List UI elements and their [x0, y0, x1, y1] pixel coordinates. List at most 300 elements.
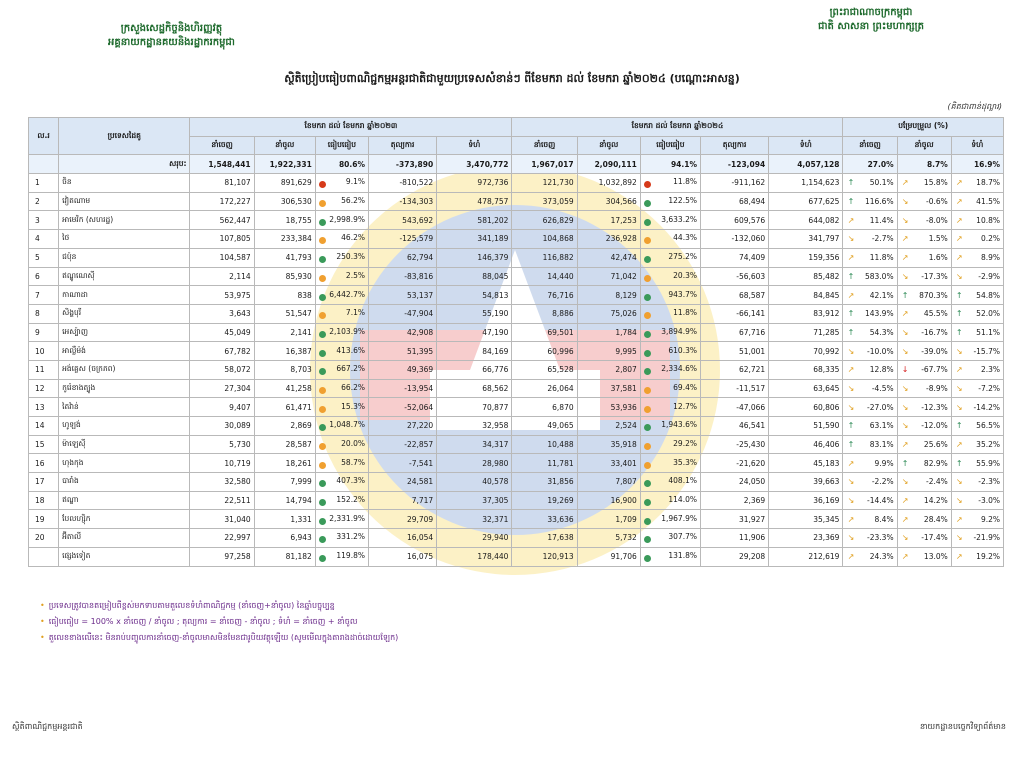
ratio-2023-header: ធៀបធៀប — [315, 136, 368, 155]
data-cell — [897, 174, 951, 193]
status-dot-icon — [319, 350, 326, 357]
arrow-up-icon: ↑ — [955, 327, 963, 337]
cell-value: 307.7% — [668, 532, 697, 542]
data-cell — [640, 417, 700, 436]
table-row — [29, 510, 1004, 529]
status-dot-icon — [644, 312, 651, 319]
data-cell: 81,107 — [190, 174, 254, 193]
row-number: 7 — [29, 286, 59, 305]
data-cell: 32,580 — [190, 473, 254, 492]
row-number: 2 — [29, 192, 59, 211]
arrow-down-right-icon: ↘ — [901, 477, 909, 487]
data-cell: 120,913 — [512, 547, 577, 566]
unit-note: (គិតជាពាន់ដុល្លារ) — [947, 102, 1002, 111]
data-cell — [843, 342, 897, 361]
cell-value: -27.0% — [867, 402, 894, 412]
cell-value: 1.5% — [928, 234, 948, 244]
country-name: ថៃ — [59, 230, 190, 249]
data-cell: 37,305 — [437, 491, 512, 510]
data-cell: -22,857 — [368, 435, 436, 454]
data-cell — [897, 267, 951, 286]
data-cell: 8,129 — [577, 286, 640, 305]
row-number: 11 — [29, 360, 59, 379]
status-dot-icon — [644, 406, 651, 413]
period-2024-header: ខែមករា ដល់ ខែមករា ឆ្នាំ២០២៤ — [512, 118, 843, 137]
bullet-icon: • — [40, 601, 45, 610]
arrow-down-right-icon: ↘ — [955, 383, 963, 393]
data-cell — [897, 379, 951, 398]
data-cell — [951, 360, 1003, 379]
arrow-up-right-icon: ↗ — [847, 365, 855, 375]
cell-value: 331.2% — [336, 532, 365, 542]
table-row — [29, 529, 1004, 548]
total-cell: -373,890 — [368, 155, 436, 174]
cell-value: 20.3% — [673, 270, 697, 280]
cell-value: 119.8% — [336, 551, 365, 561]
data-cell — [843, 248, 897, 267]
data-cell: 53,936 — [577, 398, 640, 417]
data-cell: 49,369 — [368, 360, 436, 379]
data-cell — [951, 304, 1003, 323]
arrow-up-icon: ↑ — [955, 458, 963, 468]
status-dot-icon — [319, 368, 326, 375]
cell-value: -17.4% — [921, 533, 948, 543]
data-cell — [640, 398, 700, 417]
cell-value: 11.8% — [869, 253, 894, 263]
notes — [40, 598, 398, 646]
cell-value: 9.2% — [980, 514, 1000, 524]
data-cell — [640, 174, 700, 193]
volume-2023-header: ទំហំ — [437, 136, 512, 155]
data-cell — [951, 379, 1003, 398]
status-dot-icon — [644, 424, 651, 431]
cell-value: 41.5% — [976, 197, 1000, 207]
total-cell: 1,548,441 — [190, 155, 254, 174]
cell-value: 25.6% — [923, 440, 948, 450]
footer-left: ស្ថិតិពាណិជ្ជកម្មអន្តរជាតិ — [12, 722, 83, 731]
data-cell — [843, 230, 897, 249]
data-cell: 46,406 — [769, 435, 843, 454]
arrow-up-right-icon: ↗ — [847, 253, 855, 263]
total-label: សរុប: — [59, 155, 190, 174]
data-cell: 14,440 — [512, 267, 577, 286]
cell-value: 28.4% — [923, 514, 948, 524]
data-cell: 7,999 — [254, 473, 315, 492]
table-row — [29, 230, 1004, 249]
data-cell: 97,258 — [190, 547, 254, 566]
data-cell — [315, 473, 368, 492]
cell-value: 143.9% — [864, 309, 894, 319]
cell-value: 54.3% — [869, 327, 894, 337]
total-cell: 4,057,128 — [769, 155, 843, 174]
arrow-down-right-icon: ↘ — [847, 533, 855, 543]
row-number: 4 — [29, 230, 59, 249]
data-cell: 7,717 — [368, 491, 436, 510]
cell-value: 870.3% — [919, 290, 948, 300]
country-name: បែលហ្ស៊ិក — [59, 510, 190, 529]
data-cell: 67,782 — [190, 342, 254, 361]
data-cell: 45,183 — [769, 454, 843, 473]
data-cell: 107,805 — [190, 230, 254, 249]
data-cell: 3,643 — [190, 304, 254, 323]
data-cell: 47,190 — [437, 323, 512, 342]
table-row — [29, 398, 1004, 417]
arrow-up-right-icon: ↗ — [901, 552, 909, 562]
cell-value: -0.6% — [925, 197, 948, 207]
data-cell: 5,732 — [577, 529, 640, 548]
status-dot-icon — [319, 200, 326, 207]
data-cell: 40,578 — [437, 473, 512, 492]
data-cell: 11,906 — [700, 529, 768, 548]
status-dot-icon — [644, 256, 651, 263]
change-header: បម្រែបម្រួល (%) — [843, 118, 1004, 137]
data-cell — [951, 473, 1003, 492]
arrow-down-right-icon: ↘ — [901, 346, 909, 356]
cell-value: -2.7% — [871, 234, 894, 244]
bullet-icon: • — [40, 617, 45, 626]
trade-table — [28, 117, 1004, 567]
data-cell: -66,141 — [700, 304, 768, 323]
data-cell — [315, 211, 368, 230]
data-cell: 233,384 — [254, 230, 315, 249]
empty-cell — [29, 547, 59, 566]
kingdom-header — [818, 6, 924, 34]
cell-value: 52.0% — [976, 309, 1000, 319]
data-cell: 35,918 — [577, 435, 640, 454]
cell-value: 114.0% — [668, 495, 697, 505]
data-cell — [640, 304, 700, 323]
row-number: 3 — [29, 211, 59, 230]
data-cell: 10,719 — [190, 454, 254, 473]
status-dot-icon — [644, 518, 651, 525]
data-cell: 32,371 — [437, 510, 512, 529]
cell-value: 583.0% — [864, 271, 894, 281]
country-name: កាណាដា — [59, 286, 190, 305]
total-cell: 8.7% — [897, 155, 951, 174]
status-dot-icon — [644, 443, 651, 450]
data-cell: 45,049 — [190, 323, 254, 342]
cell-value: 8.4% — [874, 514, 894, 524]
data-cell — [843, 510, 897, 529]
data-cell: 29,940 — [437, 529, 512, 548]
arrow-up-right-icon: ↗ — [901, 514, 909, 524]
volume-2024-header: ទំហំ — [769, 136, 843, 155]
data-cell: 972,736 — [437, 174, 512, 193]
data-cell — [640, 267, 700, 286]
row-number: 19 — [29, 510, 59, 529]
data-cell: 26,064 — [512, 379, 577, 398]
data-cell: 10,488 — [512, 435, 577, 454]
cell-value: 12.8% — [869, 365, 894, 375]
country-name: ជប៉ុន — [59, 248, 190, 267]
country-name: អង់គ្លេស (ចក្រភព) — [59, 360, 190, 379]
data-cell — [640, 211, 700, 230]
arrow-up-right-icon: ↗ — [901, 253, 909, 263]
data-cell — [640, 192, 700, 211]
cell-value: 1,967.9% — [661, 513, 697, 523]
status-dot-icon — [644, 294, 651, 301]
cell-value: 11.8% — [673, 177, 697, 187]
data-cell — [843, 454, 897, 473]
data-cell: 18,755 — [254, 211, 315, 230]
data-cell — [640, 491, 700, 510]
data-cell — [897, 248, 951, 267]
data-cell — [640, 342, 700, 361]
cell-value: 83.1% — [869, 440, 894, 450]
data-cell: 2,369 — [700, 491, 768, 510]
data-cell — [897, 323, 951, 342]
cell-value: 407.3% — [336, 476, 365, 486]
row-number: 9 — [29, 323, 59, 342]
cell-value: 667.2% — [336, 364, 365, 374]
country-name: វៀតណាម — [59, 192, 190, 211]
arrow-up-right-icon: ↗ — [847, 215, 855, 225]
status-dot-icon — [319, 256, 326, 263]
status-dot-icon — [319, 181, 326, 188]
data-cell — [640, 379, 700, 398]
data-cell — [843, 529, 897, 548]
data-cell — [843, 192, 897, 211]
total-cell: 1,967,017 — [512, 155, 577, 174]
row-number: 20 — [29, 529, 59, 548]
kingdom-name: ព្រះរាជាណាចក្រកម្ពុជា — [829, 7, 913, 18]
data-cell — [843, 379, 897, 398]
cell-value: -12.0% — [921, 421, 948, 431]
country-name: ឥណ្ឌា — [59, 491, 190, 510]
data-cell — [897, 529, 951, 548]
table-row — [29, 286, 1004, 305]
data-cell: 91,706 — [577, 547, 640, 566]
data-cell — [951, 547, 1003, 566]
data-cell — [843, 547, 897, 566]
data-cell: -13,954 — [368, 379, 436, 398]
data-cell — [843, 286, 897, 305]
data-cell — [951, 230, 1003, 249]
data-cell: 22,511 — [190, 491, 254, 510]
data-cell — [843, 211, 897, 230]
other-row — [29, 547, 1004, 566]
department-name: អគ្គនាយកដ្ឋានគយនិងរដ្ឋាករកម្ពុជា — [108, 37, 235, 48]
data-cell: 121,730 — [512, 174, 577, 193]
data-cell — [897, 360, 951, 379]
data-cell: 18,261 — [254, 454, 315, 473]
row-number: 10 — [29, 342, 59, 361]
data-cell: -21,620 — [700, 454, 768, 473]
cell-value: -2.4% — [925, 477, 948, 487]
row-number: 16 — [29, 454, 59, 473]
row-number: 5 — [29, 248, 59, 267]
data-cell: 8,703 — [254, 360, 315, 379]
bullet-icon: • — [40, 633, 45, 642]
cell-value: 413.6% — [336, 345, 365, 355]
note-text: ធៀបធៀប = 100% x នាំចេញ / នាំចូល ; តុល្យការ = នាំចេញ - នាំចូល ; ទំហំ = នាំចេញ + នាំចូល — [48, 617, 358, 626]
cell-value: -2.3% — [978, 477, 1000, 487]
data-cell — [315, 323, 368, 342]
data-cell: 626,829 — [512, 211, 577, 230]
data-cell — [897, 286, 951, 305]
arrow-up-icon: ↑ — [955, 421, 963, 431]
cell-value: 2.3% — [980, 365, 1000, 375]
cell-value: -8.0% — [925, 215, 948, 225]
table-row — [29, 379, 1004, 398]
arrow-up-icon: ↑ — [847, 271, 855, 281]
data-cell — [897, 398, 951, 417]
cell-value: -17.3% — [921, 271, 948, 281]
data-cell: 68,335 — [769, 360, 843, 379]
total-cell: 1,922,331 — [254, 155, 315, 174]
data-cell: 11,781 — [512, 454, 577, 473]
arrow-up-right-icon: ↗ — [901, 234, 909, 244]
ratio-2024-header: ធៀបធៀប — [640, 136, 700, 155]
status-dot-icon — [319, 424, 326, 431]
data-cell: 2,524 — [577, 417, 640, 436]
data-cell: 41,258 — [254, 379, 315, 398]
arrow-up-right-icon: ↗ — [955, 234, 963, 244]
data-cell: 543,692 — [368, 211, 436, 230]
data-cell: 159,356 — [769, 248, 843, 267]
arrow-down-right-icon: ↘ — [901, 421, 909, 431]
total-cell: 16.9% — [951, 155, 1003, 174]
cell-value: -67.7% — [921, 365, 948, 375]
table-row — [29, 267, 1004, 286]
data-cell: 478,757 — [437, 192, 512, 211]
footer-right: នាយកដ្ឋានបច្ចេកវិទ្យាព័ត៌មាន — [919, 722, 1006, 731]
data-cell: 19,269 — [512, 491, 577, 510]
arrow-up-icon: ↑ — [847, 178, 855, 188]
total-cell: 2,090,111 — [577, 155, 640, 174]
cell-value: 10.8% — [976, 215, 1000, 225]
data-cell — [843, 473, 897, 492]
status-dot-icon — [319, 406, 326, 413]
cell-value: 2,334.6% — [661, 364, 697, 374]
data-cell: -911,162 — [700, 174, 768, 193]
cell-value: 610.3% — [668, 345, 697, 355]
data-cell: 2,807 — [577, 360, 640, 379]
data-cell: 34,317 — [437, 435, 512, 454]
cell-value: 3,894.9% — [661, 326, 697, 336]
status-dot-icon — [644, 462, 651, 469]
data-cell — [951, 342, 1003, 361]
arrow-up-right-icon: ↗ — [847, 290, 855, 300]
cell-value: 29.2% — [673, 439, 697, 449]
arrow-down-right-icon: ↘ — [901, 383, 909, 393]
arrow-up-icon: ↑ — [847, 421, 855, 431]
data-cell: 6,943 — [254, 529, 315, 548]
arrow-down-right-icon: ↘ — [955, 496, 963, 506]
data-cell — [951, 491, 1003, 510]
status-dot-icon — [319, 219, 326, 226]
arrow-down-right-icon: ↘ — [847, 402, 855, 412]
data-cell: 60,806 — [769, 398, 843, 417]
cell-value: 56.2% — [341, 196, 365, 206]
country-name: សិង្ហបុរី — [59, 304, 190, 323]
data-cell — [897, 304, 951, 323]
data-cell — [951, 192, 1003, 211]
arrow-up-right-icon: ↗ — [955, 178, 963, 188]
cell-value: 2.5% — [345, 270, 365, 280]
data-cell: 51,590 — [769, 417, 843, 436]
status-dot-icon — [319, 443, 326, 450]
status-dot-icon — [644, 555, 651, 562]
data-cell — [843, 417, 897, 436]
data-cell: 1,709 — [577, 510, 640, 529]
row-number: 12 — [29, 379, 59, 398]
data-cell: 39,663 — [769, 473, 843, 492]
cell-value: 54.8% — [976, 290, 1000, 300]
arrow-up-icon: ↑ — [955, 290, 963, 300]
cell-value: 58.7% — [341, 457, 365, 467]
country-name: អ៊ីតាលី — [59, 529, 190, 548]
data-cell — [315, 454, 368, 473]
arrow-down-right-icon: ↘ — [901, 271, 909, 281]
cell-value: -14.4% — [867, 496, 894, 506]
status-dot-icon — [644, 387, 651, 394]
cell-value: -12.3% — [921, 402, 948, 412]
country-name: ហូឡង់ — [59, 417, 190, 436]
data-cell — [640, 510, 700, 529]
data-cell: 27,304 — [190, 379, 254, 398]
arrow-down-right-icon: ↘ — [955, 271, 963, 281]
arrow-down-right-icon: ↘ — [955, 533, 963, 543]
cell-value: 13.0% — [923, 552, 948, 562]
data-cell — [897, 473, 951, 492]
data-cell: 62,794 — [368, 248, 436, 267]
country-name: អេស្ប៉ាញ — [59, 323, 190, 342]
status-dot-icon — [644, 350, 651, 357]
cell-value: 408.1% — [668, 476, 697, 486]
data-cell — [843, 360, 897, 379]
arrow-up-right-icon: ↗ — [955, 197, 963, 207]
data-cell — [951, 454, 1003, 473]
cell-value: 24.3% — [869, 552, 894, 562]
cell-value: 6,442.7% — [329, 289, 365, 299]
status-dot-icon — [644, 237, 651, 244]
cell-value: 12.7% — [673, 401, 697, 411]
arrow-up-right-icon: ↗ — [901, 309, 909, 319]
arrow-down-right-icon: ↘ — [847, 477, 855, 487]
data-cell: 49,065 — [512, 417, 577, 436]
status-dot-icon — [319, 555, 326, 562]
status-dot-icon — [319, 275, 326, 282]
data-cell: 67,716 — [700, 323, 768, 342]
data-cell: 16,054 — [368, 529, 436, 548]
cell-value: 15.8% — [923, 178, 948, 188]
data-cell: 76,716 — [512, 286, 577, 305]
cell-value: 44.3% — [673, 233, 697, 243]
status-dot-icon — [644, 368, 651, 375]
data-cell — [951, 435, 1003, 454]
cell-value: 19.2% — [976, 552, 1000, 562]
data-cell: 68,494 — [700, 192, 768, 211]
cell-value: 51.1% — [976, 327, 1000, 337]
data-cell: 88,045 — [437, 267, 512, 286]
data-cell — [640, 286, 700, 305]
page-title: ស្ថិតិប្រៀបធៀបពាណិជ្ជកម្មអន្តរជាតិជាមួយប្រទេសសំខាន់ៗ ពីខែមករា ដល់ ខែមករា ឆ្នាំ២០២៤ (បណ្ដោះអាសន្ន) — [284, 72, 740, 85]
data-cell: -25,430 — [700, 435, 768, 454]
data-cell: 341,189 — [437, 230, 512, 249]
data-cell: 2,114 — [190, 267, 254, 286]
data-cell: -132,060 — [700, 230, 768, 249]
data-cell: 9,995 — [577, 342, 640, 361]
data-cell: 66,776 — [437, 360, 512, 379]
data-cell: -52,064 — [368, 398, 436, 417]
status-dot-icon — [644, 499, 651, 506]
arrow-up-right-icon: ↗ — [901, 496, 909, 506]
data-cell — [315, 342, 368, 361]
data-cell: -11,517 — [700, 379, 768, 398]
arrow-up-icon: ↑ — [955, 309, 963, 319]
total-cell: 27.0% — [843, 155, 897, 174]
